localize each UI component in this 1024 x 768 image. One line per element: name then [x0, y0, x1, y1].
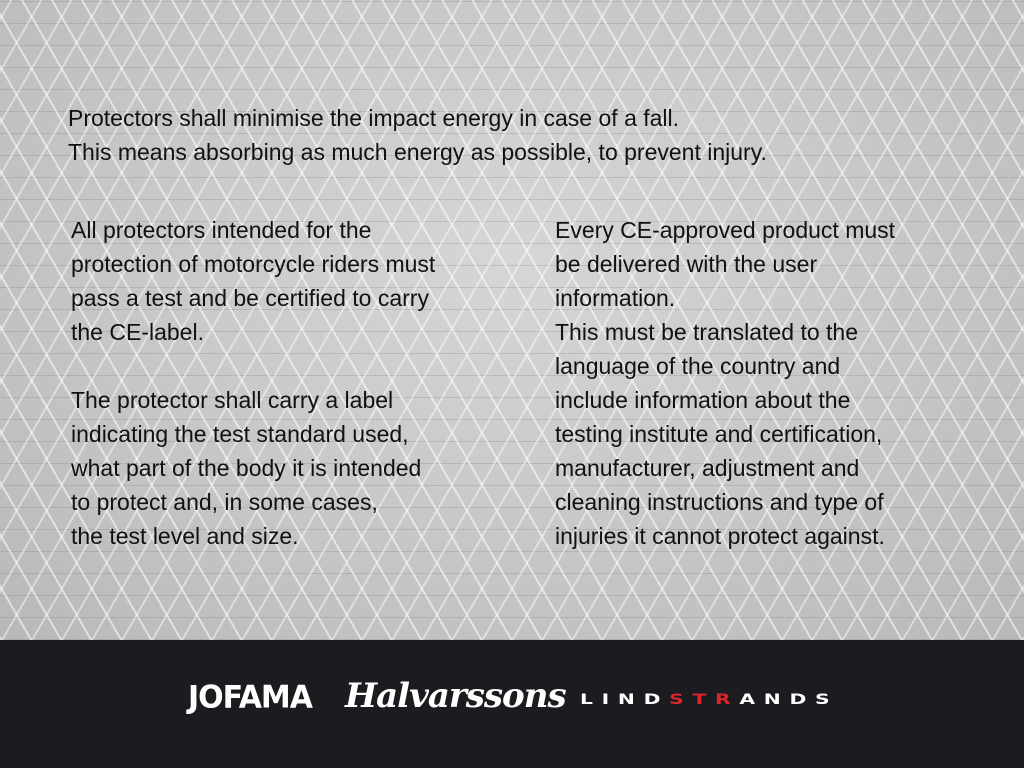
- paragraph-spacer: [71, 349, 541, 383]
- lindstrands-logo-part2: STR: [669, 692, 740, 708]
- right-column: [555, 213, 995, 553]
- intro-line-1: Protectors shall minimise the impact energy in case of a fall.: [68, 105, 680, 131]
- right-p2-line: testing institute and certification,: [555, 421, 883, 447]
- halvarssons-logo: Halvarssons: [345, 676, 566, 716]
- intro-text: [68, 101, 968, 169]
- right-p2-line: manufacturer, adjustment and: [555, 455, 860, 481]
- left-p1-line: All protectors intended for the: [71, 217, 372, 243]
- left-column: [71, 213, 541, 553]
- left-p2-line: the test level and size.: [71, 523, 299, 549]
- right-p1-line: information.: [555, 285, 676, 311]
- left-p2-line: what part of the body it is intended: [71, 455, 422, 481]
- lindstrands-logo-part1: LIND: [580, 692, 670, 708]
- right-p2-line: include information about the: [555, 387, 851, 413]
- left-p1-line: pass a test and be certified to carry: [71, 285, 429, 311]
- left-p1-line: the CE-label.: [71, 319, 204, 345]
- right-p2-line: language of the country and: [555, 353, 841, 379]
- left-p2-line: indicating the test standard used,: [71, 421, 409, 447]
- right-p2-line: This must be translated to the: [555, 319, 858, 345]
- left-p2-line: to protect and, in some cases,: [71, 489, 378, 515]
- right-p1-line: be delivered with the user: [555, 251, 818, 277]
- left-p1-line: protection of motorcycle riders must: [71, 251, 436, 277]
- left-p2-line: The protector shall carry a label: [71, 387, 394, 413]
- right-p2-line: cleaning instructions and type of: [555, 489, 884, 515]
- lindstrands-logo-part3: ANDS: [739, 692, 839, 708]
- intro-line-2: This means absorbing as much energy as possible, to prevent injury.: [68, 139, 767, 165]
- right-p2-line: injuries it cannot protect against.: [555, 523, 885, 549]
- jofama-logo: JOFAMA: [188, 679, 313, 716]
- lindstrands-logo: [580, 692, 838, 708]
- right-p1-line: Every CE-approved product must: [555, 217, 896, 243]
